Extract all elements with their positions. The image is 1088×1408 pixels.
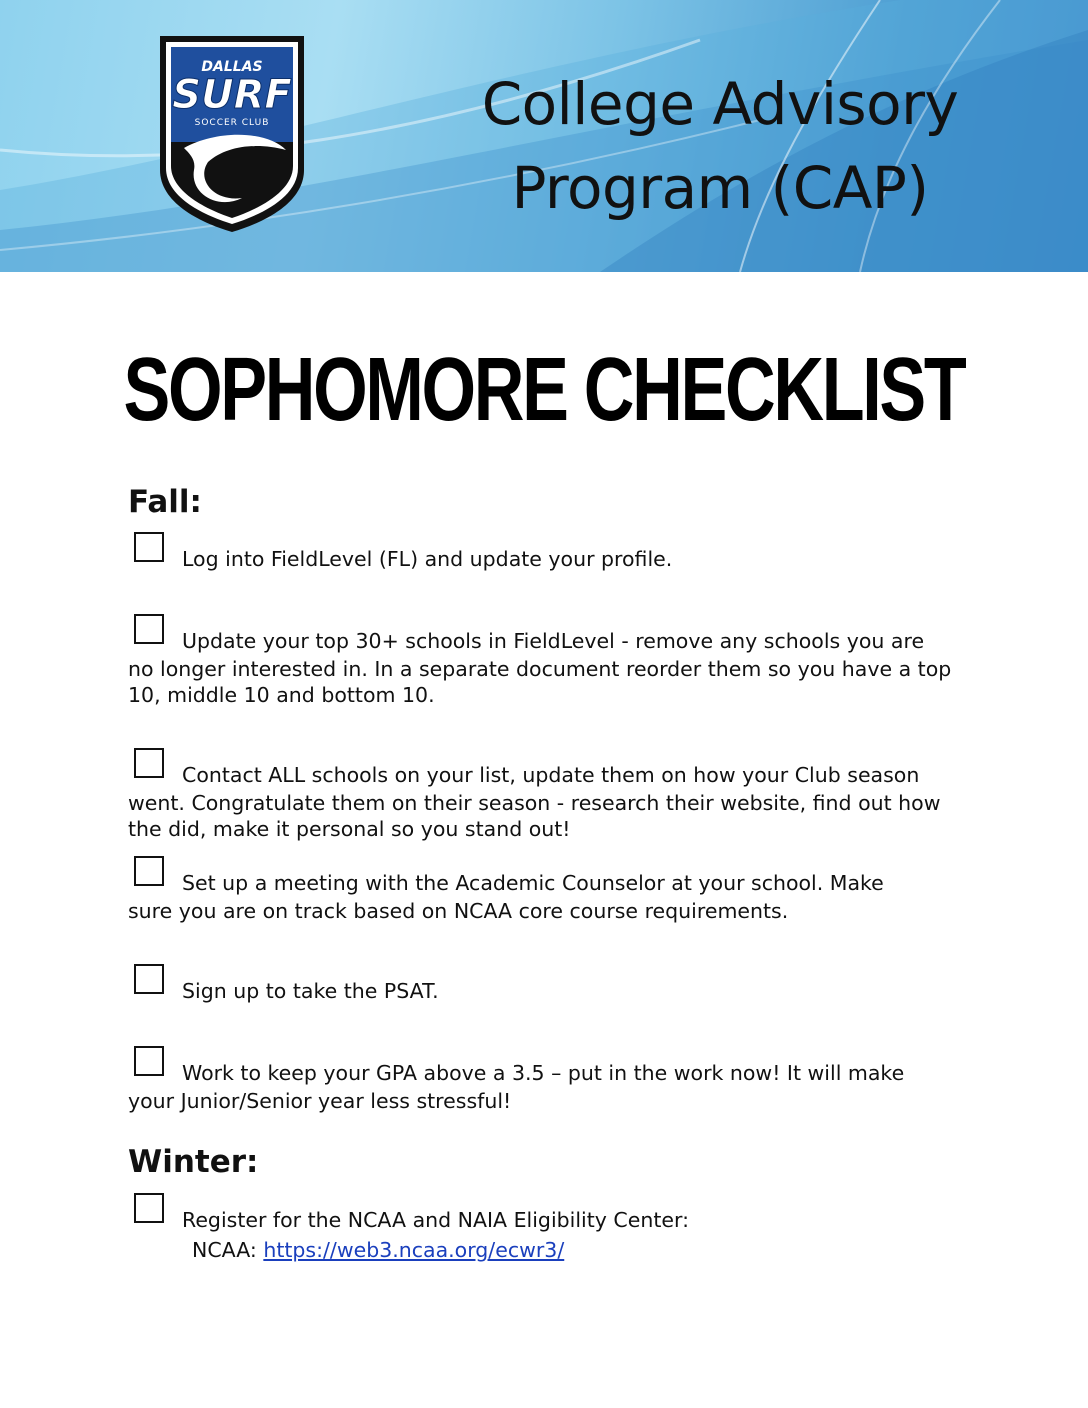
banner-title bbox=[470, 62, 970, 230]
item-text-continued: no longer interested in. In a separate document reorder them so you have a top 10, middle 10 and bottom 10. bbox=[128, 657, 952, 707]
winter-heading: Winter: bbox=[128, 1144, 259, 1180]
dallas-surf-logo bbox=[156, 30, 308, 235]
checkbox[interactable] bbox=[134, 1193, 164, 1223]
item-text: Register for the NCAA and NAIA Eligibility Center: bbox=[182, 1208, 689, 1232]
checkbox[interactable] bbox=[134, 856, 164, 886]
item-text: Log into FieldLevel (FL) and update your profile. bbox=[182, 547, 673, 571]
item-text-continued: sure you are on track based on NCAA core course requirements. bbox=[128, 899, 789, 923]
checkbox[interactable] bbox=[134, 614, 164, 644]
checkbox[interactable] bbox=[134, 964, 164, 994]
checklist-item bbox=[128, 1058, 968, 1114]
checkbox[interactable] bbox=[134, 532, 164, 562]
header-banner bbox=[0, 0, 1088, 272]
banner-title-line1: College Advisory bbox=[481, 70, 959, 138]
checklist-item bbox=[128, 1205, 968, 1265]
checkbox[interactable] bbox=[134, 748, 164, 778]
item-text-continued: your Junior/Senior year less stressful! bbox=[128, 1089, 512, 1113]
checklist-item bbox=[128, 868, 968, 924]
item-text: Set up a meeting with the Academic Counselor at your school. Make bbox=[182, 871, 884, 895]
fall-heading: Fall: bbox=[128, 484, 202, 520]
checklist-item bbox=[128, 976, 968, 1006]
checklist-item bbox=[128, 626, 968, 708]
checklist-item bbox=[128, 544, 968, 574]
item-text-continued: went. Congratulate them on their season - research their website, find out how the did, make it personal so you stand out! bbox=[128, 791, 941, 841]
page-title: SOPHOMORE CHECKLIST bbox=[123, 340, 965, 440]
banner-title-line2: Program (CAP) bbox=[511, 154, 929, 222]
logo-sub-text: SOCCER CLUB bbox=[194, 118, 270, 128]
item-text: Sign up to take the PSAT. bbox=[182, 979, 439, 1003]
logo-main-text: SURF bbox=[172, 72, 292, 118]
logo-top-text: DALLAS bbox=[201, 59, 263, 75]
item-text: Work to keep your GPA above a 3.5 – put in the work now! It will make bbox=[182, 1061, 905, 1085]
checkbox[interactable] bbox=[134, 1046, 164, 1076]
ncaa-link-row bbox=[128, 1235, 968, 1265]
checklist-item bbox=[128, 760, 968, 842]
item-text: Update your top 30+ schools in FieldLevel - remove any schools you are bbox=[182, 629, 925, 653]
ncaa-label: NCAA: bbox=[192, 1238, 264, 1262]
ncaa-link[interactable]: https://web3.ncaa.org/ecwr3/ bbox=[263, 1238, 565, 1262]
item-text: Contact ALL schools on your list, update them on how your Club season bbox=[182, 763, 920, 787]
